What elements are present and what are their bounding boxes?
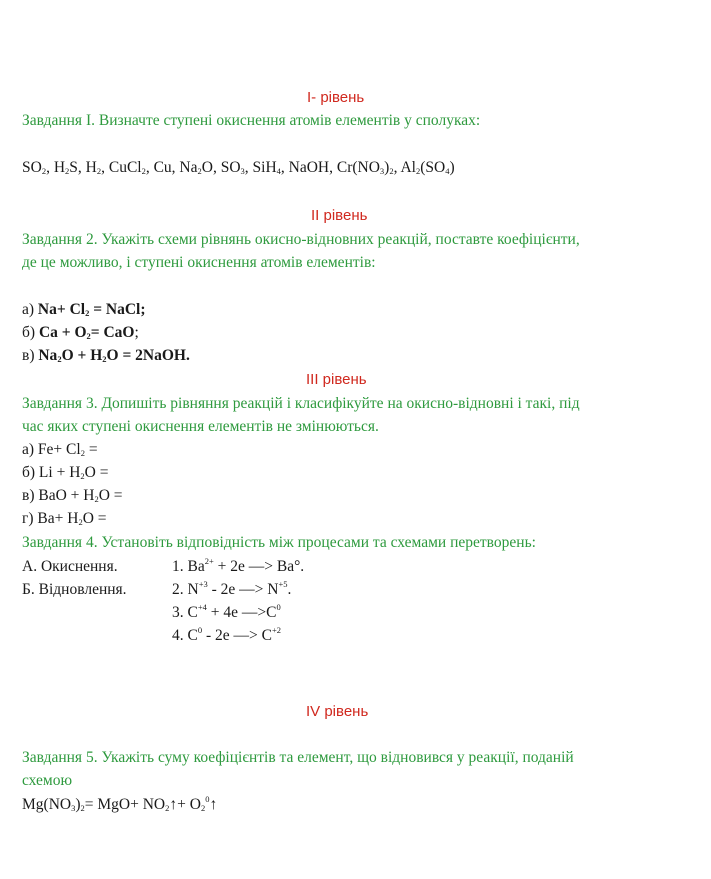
task-3-line-2: час яких ступені окиснення елементів не змінюються. <box>22 418 379 435</box>
task-1-text: Завдання І. Визначте ступені окиснення атомів елементів у сполуках: <box>22 112 481 129</box>
scheme-2: 2. $N^{+3} - 2e$ —> $N^{+5}$. <box>172 579 292 598</box>
level-2-title: II рівень <box>311 207 368 224</box>
task-3-equation-d: г) $Ba+ H_2O$ = <box>22 510 107 527</box>
level-3-title: III рівень <box>306 371 367 388</box>
task-5-line-1: Завдання 5. Укажіть суму коефіцієнтів та елемент, що відновився у реакції, поданій <box>22 749 574 766</box>
task-2-equation-c: в) $Na_2O + H_2O$ = 2NaOH. <box>22 347 190 364</box>
process-oxidation: А. Окиснення. <box>22 558 118 575</box>
process-reduction: Б. Відновлення. <box>22 581 127 598</box>
task-3-equation-c: в) BaO + $H_2O$ = <box>22 487 123 504</box>
task-2-equation-b: б) $Ca + O_2=$ CaO; <box>22 324 139 341</box>
task-3-equation-b: б) $Li + H_2O$ = <box>22 464 109 481</box>
scheme-4: 4. $C^0 - 2e$ —> $C^{+2}$ <box>172 625 282 644</box>
task-1-formulas: $SO_2$, $H_2S$, $H_2$, CuCl$_2$, Cu, $Na_2O$, $SO_3$, SiH$_4$, NaOH, $Cr(NO_3)_2$, $Al_2(SO_4)$ <box>22 159 455 176</box>
task-4-text: Завдання 4. Установіть відповідність між процесами та схемами перетворень: <box>22 534 536 551</box>
task-5-line-2: схемою <box>22 772 73 789</box>
level-1-title: I- рівень <box>307 89 365 106</box>
task-3-line-1: Завдання 3. Допишіть рівняння реакцій і класифікуйте на окисно-відновні і такі, під <box>22 395 580 412</box>
level-4-title: IV рівень <box>306 703 369 720</box>
scheme-1: 1. $Ba^{2+} + 2e$ —> Ba°. <box>172 556 305 575</box>
task-5-equation: $Mg(NO_3)_2= MgO+$ $NO_2↑+$ $O_2^0↑$ <box>22 794 218 813</box>
scheme-3: 3. $C^{+4} + 4e$ $—>C^0$ <box>172 602 281 621</box>
task-2-equation-a: а) $Na+ Cl_2$ = NaCl; <box>22 301 146 318</box>
task-3-equation-a: а) $Fe+ Cl_2$ = <box>22 441 98 458</box>
task-2-line-1: Завдання 2. Укажіть схеми рівнянь окисно-відновних реакцій, поставте коефіцієнти, <box>22 231 580 248</box>
task-2-line-2: де це можливо, і ступені окиснення атомів елементів: <box>22 254 376 271</box>
